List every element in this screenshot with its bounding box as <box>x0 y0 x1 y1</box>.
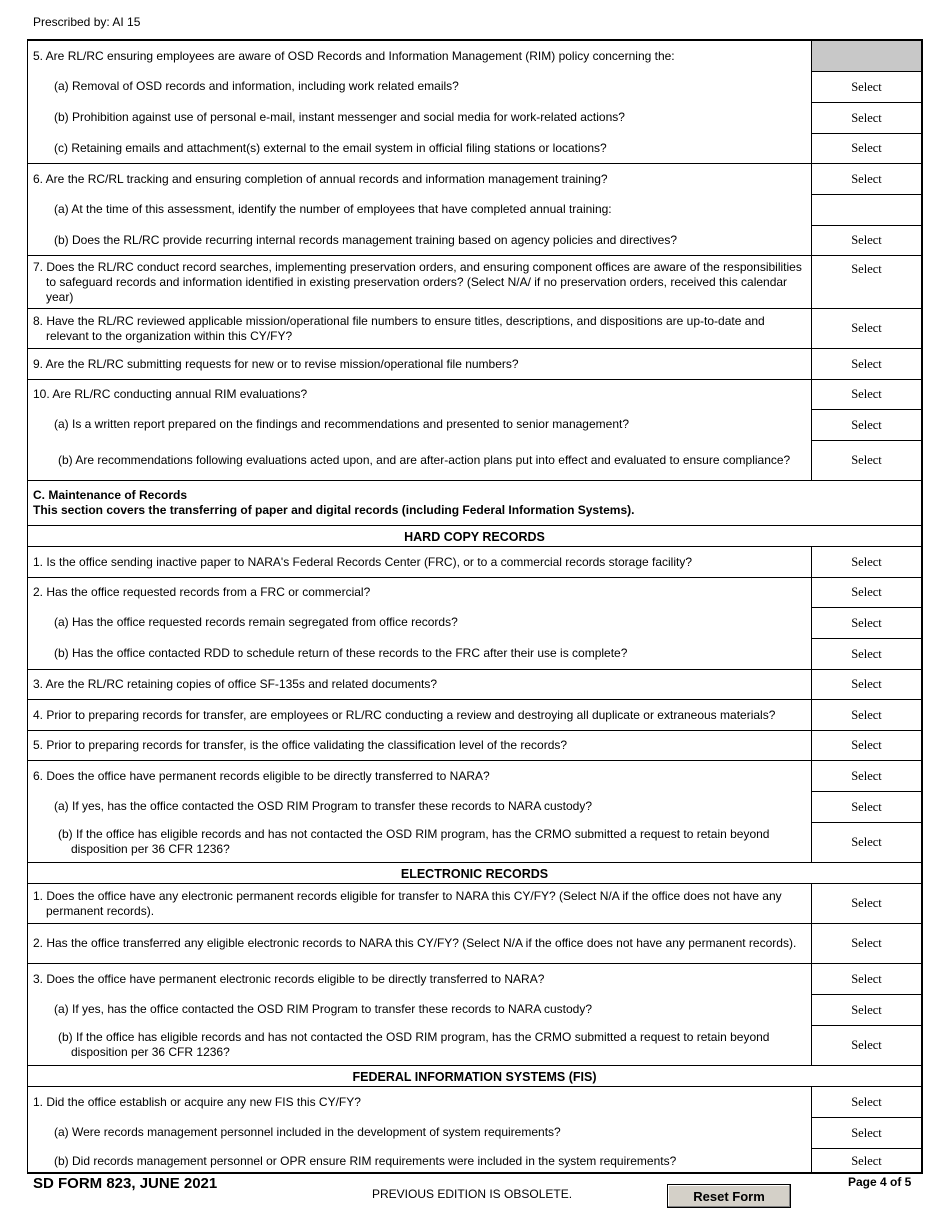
select-dropdown[interactable]: Select <box>811 791 921 822</box>
question-text: (a) Removal of OSD records and information, including work related emails? <box>54 79 459 93</box>
question-row-c-hc2 <box>28 577 921 607</box>
question-row-c-er3b <box>28 1025 921 1065</box>
question-text: (b) If the office has eligible records and has not contacted the OSD RIM program, has the CRMO submitted a request to retain beyond disposition per 36 CFR 1236? <box>58 827 770 856</box>
question-text: 7. Does the RL/RC conduct record searches, implementing preservation orders, and ensuring component offices are aware of the responsibilities to safeguard records and information identified in existing preservation orders? (Select N/A/ if no preservation orders, received this calendar year) <box>33 260 802 304</box>
select-dropdown[interactable]: Select <box>811 380 921 409</box>
question-row-b5a <box>28 71 921 102</box>
question-row-b9 <box>28 348 921 379</box>
question-text: (a) Is a written report prepared on the findings and recommendations and presented to senior management? <box>54 417 630 431</box>
select-dropdown[interactable]: Select <box>811 607 921 638</box>
question-row-c-hc5 <box>28 730 921 760</box>
question-row-c-hc1 <box>28 546 921 577</box>
question-text: 6. Are the RC/RL tracking and ensuring completion of annual records and information management training? <box>33 171 608 186</box>
select-dropdown[interactable]: Select <box>811 670 921 699</box>
question-row-b5b <box>28 102 921 133</box>
select-dropdown[interactable]: Select <box>811 964 921 994</box>
question-text: 2. Has the office requested records from a FRC or commercial? <box>33 585 371 599</box>
question-row-c-hc6 <box>28 760 921 791</box>
obsolete-notice: PREVIOUS EDITION IS OBSOLETE. <box>372 1187 573 1201</box>
select-dropdown[interactable]: Select <box>811 440 921 480</box>
question-row-c-er1 <box>28 883 921 923</box>
question-row-c-hc4 <box>28 699 921 730</box>
question-text: 5. Are RL/RC ensuring employees are aware of OSD Records and Information Management (RIM) policy concerning the: <box>33 48 675 63</box>
question-row-b6 <box>28 163 921 194</box>
form-page <box>27 39 923 1174</box>
select-dropdown[interactable]: Select <box>811 71 921 102</box>
question-text: (a) If yes, has the office contacted the OSD RIM Program to transfer these records to NARA custody? <box>54 1002 593 1016</box>
question-row-c-fis1a <box>28 1117 921 1148</box>
select-dropdown[interactable]: Select <box>811 256 921 308</box>
hard-copy-heading: HARD COPY RECORDS <box>28 525 921 547</box>
prescribed-by: Prescribed by: AI 15 <box>33 15 141 29</box>
question-row-b5 <box>28 41 921 71</box>
question-text: (b) Prohibition against use of personal e-mail, instant messenger and social media for work-related actions? <box>54 110 625 124</box>
question-row-b7 <box>28 255 921 308</box>
select-dropdown[interactable]: Select <box>811 884 921 923</box>
select-dropdown[interactable]: Select <box>811 409 921 440</box>
question-row-c-fis1 <box>28 1086 921 1117</box>
select-dropdown[interactable]: Select <box>811 731 921 760</box>
question-text: 6. Does the office have permanent records eligible to be directly transferred to NARA? <box>33 768 490 783</box>
select-dropdown[interactable]: Select <box>811 547 921 577</box>
electronic-records-heading: ELECTRONIC RECORDS <box>28 862 921 884</box>
question-row-c-hc3 <box>28 669 921 699</box>
select-dropdown[interactable]: Select <box>811 102 921 133</box>
question-row-c-hc2b <box>28 638 921 669</box>
select-dropdown[interactable]: Select <box>811 1117 921 1148</box>
question-row-c-fis1b <box>28 1148 921 1174</box>
question-row-c-er3 <box>28 963 921 994</box>
select-dropdown[interactable]: Select <box>811 822 921 862</box>
select-dropdown[interactable]: Select <box>811 164 921 194</box>
question-row-b10 <box>28 379 921 409</box>
question-row-b10a <box>28 409 921 440</box>
answer-cell-shaded <box>811 41 921 71</box>
form-identifier: SD FORM 823, JUNE 2021 <box>33 1175 218 1192</box>
question-text: (a) Has the office requested records remain segregated from office records? <box>54 615 458 629</box>
select-dropdown[interactable]: Select <box>811 1148 921 1174</box>
section-subtitle: This section covers the transferring of paper and digital records (including Federal Information Systems). <box>33 503 635 517</box>
question-row-c-hc6b <box>28 822 921 862</box>
question-text: 9. Are the RL/RC submitting requests for new or to revise mission/operational file numbers? <box>33 356 519 371</box>
reset-form-button[interactable]: Reset Form <box>667 1184 791 1208</box>
question-text: 1. Did the office establish or acquire any new FIS this CY/FY? <box>33 1094 361 1109</box>
question-text: (a) If yes, has the office contacted the OSD RIM Program to transfer these records to NARA custody? <box>54 799 593 813</box>
select-dropdown[interactable]: Select <box>811 761 921 791</box>
question-text: 3. Does the office have permanent electronic records eligible to be directly transferred to NARA? <box>33 971 545 986</box>
select-dropdown[interactable]: Select <box>811 225 921 255</box>
page-number: Page 4 of 5 <box>848 1175 912 1189</box>
select-dropdown[interactable]: Select <box>811 578 921 607</box>
question-text: (c) Retaining emails and attachment(s) external to the email system in official filing stations or locations? <box>54 140 607 155</box>
select-dropdown[interactable]: Select <box>811 1087 921 1117</box>
question-row-b8 <box>28 308 921 348</box>
select-dropdown[interactable]: Select <box>811 1025 921 1065</box>
question-text: 2. Has the office transferred any eligible electronic records to NARA this CY/FY? (Select N/A if the office does not have any permanent records). <box>33 936 797 950</box>
section-title: C. Maintenance of Records <box>33 488 188 502</box>
question-row-c-er3a <box>28 994 921 1025</box>
select-dropdown[interactable]: Select <box>811 133 921 163</box>
select-dropdown[interactable]: Select <box>811 309 921 348</box>
question-row-c-hc2a <box>28 607 921 638</box>
question-row-c-hc6a <box>28 791 921 822</box>
question-text: 5. Prior to preparing records for transfer, is the office validating the classification level of the records? <box>33 738 568 752</box>
question-text: (a) Were records management personnel included in the development of system requirements? <box>54 1125 561 1139</box>
question-text: (b) Are recommendations following evaluations acted upon, and are after-action plans put into effect and evaluated to ensure compliance? <box>58 452 791 467</box>
question-row-b5c <box>28 133 921 163</box>
question-row-b6a <box>28 194 921 225</box>
fis-heading: FEDERAL INFORMATION SYSTEMS (FIS) <box>28 1065 921 1087</box>
question-text: 10. Are RL/RC conducting annual RIM evaluations? <box>33 387 308 401</box>
question-text: (b) If the office has eligible records and has not contacted the OSD RIM program, has the CRMO submitted a request to retain beyond disposition per 36 CFR 1236? <box>58 1030 770 1059</box>
question-row-b10b <box>28 440 921 480</box>
question-text: (a) At the time of this assessment, identify the number of employees that have completed annual training: <box>54 202 612 216</box>
question-text: 4. Prior to preparing records for transfer, are employees or RL/RC conducting a review and destroying all duplicate or extraneous materials? <box>33 707 776 722</box>
question-row-c-er2 <box>28 923 921 963</box>
question-text: 3. Are the RL/RC retaining copies of office SF-135s and related documents? <box>33 677 438 691</box>
question-text: 8. Have the RL/RC reviewed applicable mission/operational file numbers to ensure titles, descriptions, and dispositions are up-to-date and relevant to the organization within this CY/FY? <box>33 313 765 343</box>
select-dropdown[interactable]: Select <box>811 994 921 1025</box>
question-text: (b) Does the RL/RC provide recurring internal records management training based on agency policies and directives? <box>54 232 677 247</box>
question-row-b6b <box>28 225 921 255</box>
section-c-header <box>28 480 921 525</box>
question-text: 1. Does the office have any electronic permanent records eligible for transfer to NARA this CY/FY? (Select N/A if the office does not have any permanent records). <box>33 888 782 918</box>
select-dropdown[interactable]: Select <box>811 700 921 730</box>
question-text: 1. Is the office sending inactive paper to NARA's Federal Records Center (FRC), or to a commercial records storage facility? <box>33 554 693 569</box>
question-text: (b) Did records management personnel or OPR ensure RIM requirements were included in the system requirements? <box>54 1153 677 1168</box>
employee-count-input[interactable] <box>811 194 921 225</box>
select-dropdown[interactable]: Select <box>811 349 921 379</box>
select-dropdown[interactable]: Select <box>811 638 921 669</box>
select-dropdown[interactable]: Select <box>811 924 921 963</box>
question-text: (b) Has the office contacted RDD to schedule return of these records to the FRC after their use is complete? <box>54 646 628 660</box>
